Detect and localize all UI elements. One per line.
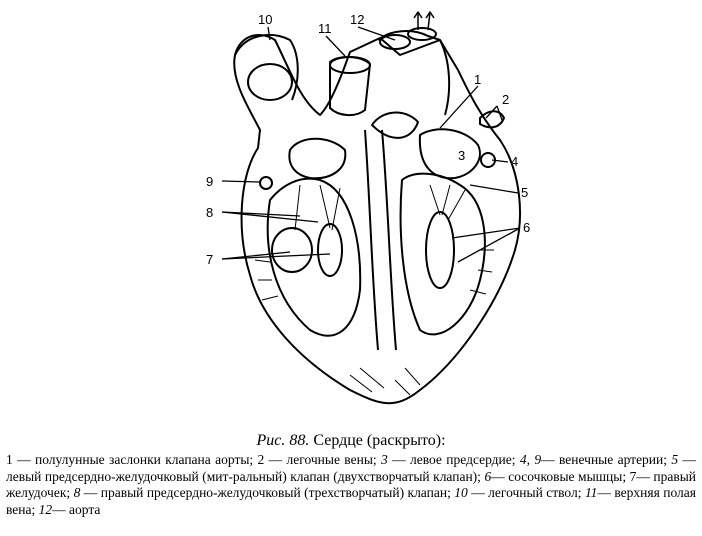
label-10: 10	[258, 12, 273, 27]
figure-legend	[6, 452, 696, 518]
legend-num: 10	[454, 485, 468, 500]
figure-title: Сердце (раскрыто):	[313, 432, 446, 449]
legend-num: 1	[6, 452, 13, 467]
legend-num: 12	[38, 501, 53, 517]
label-5: 5	[521, 185, 529, 200]
legend-num: 8	[73, 485, 81, 500]
legend-text: — полулунные заслонки клапана аорты;	[12, 452, 258, 467]
legend-text: — венечные артерии;	[541, 452, 672, 467]
legend-text: — левый предсердно-желудочковый (мит-ральный) клапан (двухстворчатый клапан);	[6, 452, 697, 484]
legend-num: 2	[257, 452, 265, 467]
label-9: 9	[206, 174, 214, 189]
legend-num: 4, 9	[519, 452, 542, 467]
legend-text: — верхняя полая вена;	[6, 485, 696, 517]
label-6: 6	[523, 220, 531, 235]
legend-num: 7	[629, 468, 637, 484]
heart-outline	[234, 12, 520, 403]
label-1: 1	[474, 72, 482, 87]
figure-labels	[206, 12, 530, 267]
label-2: 2	[502, 92, 510, 107]
legend-num: 6	[484, 468, 492, 484]
label-7: 7	[206, 252, 214, 267]
label-4: 4	[511, 154, 519, 169]
legend-text: — аорта	[52, 501, 101, 517]
label-11: 11	[318, 21, 332, 36]
figure-number: Рис. 88.	[256, 432, 310, 449]
legend-text: — правый предсердно-желудочковый (трехстворчатый) клапан;	[80, 485, 455, 500]
figure-caption	[0, 432, 702, 450]
legend-text: — легочные вены;	[264, 452, 382, 467]
legend-text: — правый желудочек;	[6, 468, 697, 500]
legend-num: 5	[671, 452, 679, 467]
label-8: 8	[206, 205, 214, 220]
label-12: 12	[350, 12, 365, 27]
legend-text: — легочный ствол;	[467, 485, 585, 500]
legend-num: 3	[381, 452, 388, 467]
legend-text: — сосочковые мышцы;	[491, 468, 630, 484]
legend-num: 11	[584, 485, 598, 500]
label-3: 3	[458, 148, 466, 163]
legend-text: — левое предсердие;	[387, 452, 520, 467]
